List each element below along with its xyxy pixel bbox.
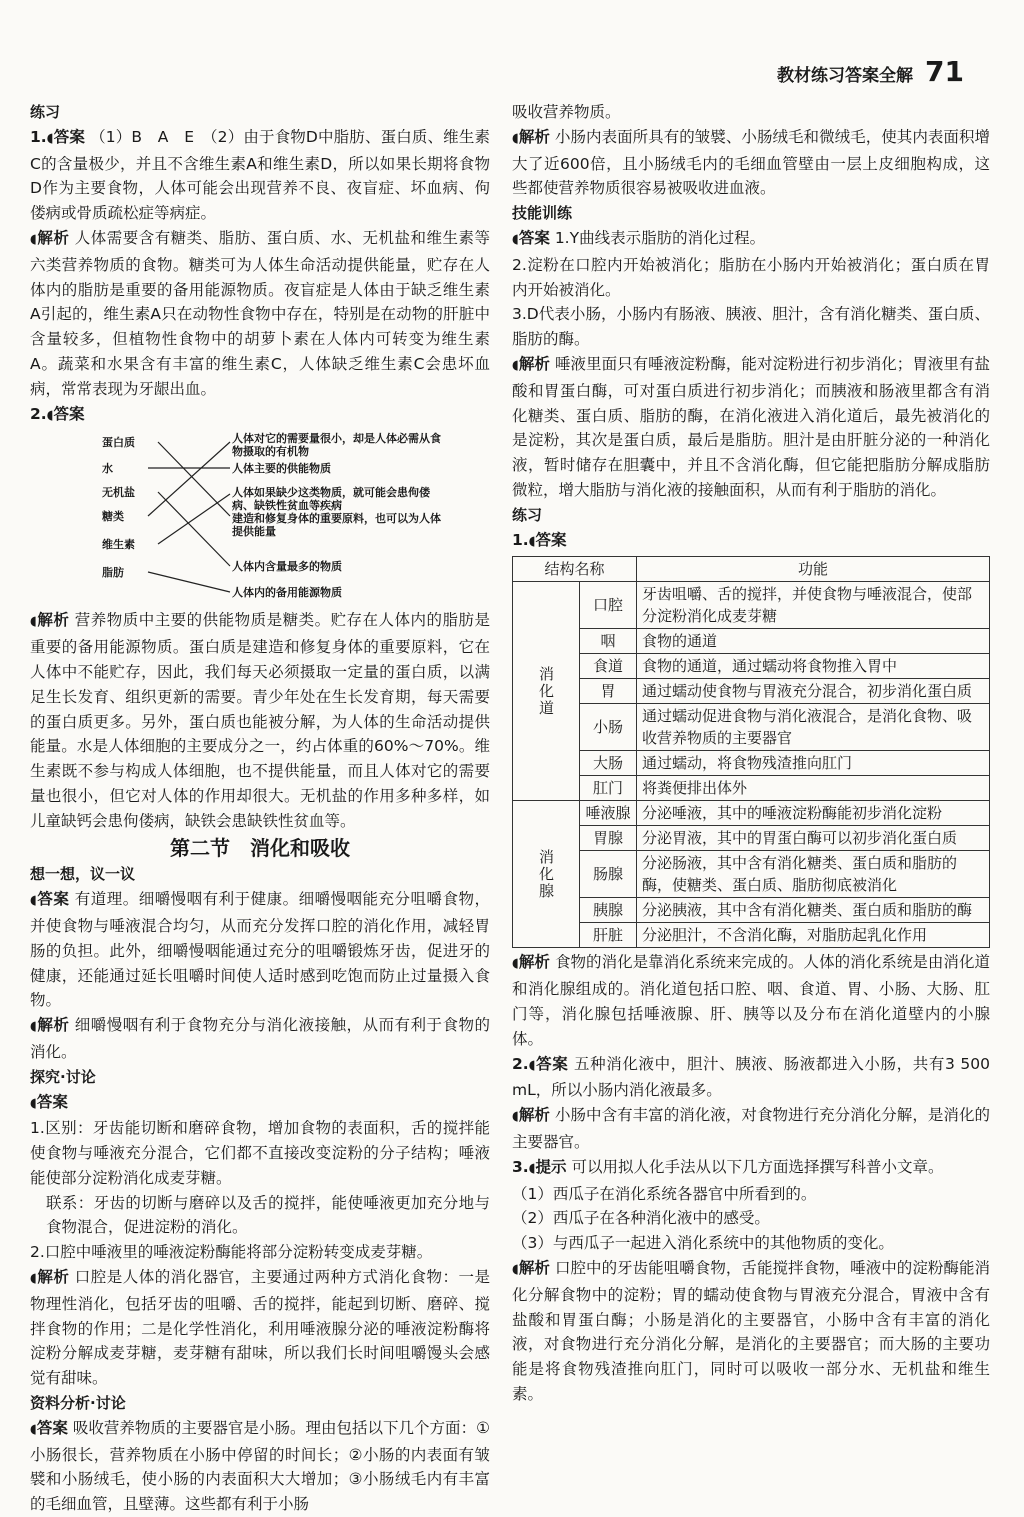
skill-1-text: 1.Y曲线表示脂肪的消化过程。 xyxy=(554,228,766,247)
table-header-function: 功能 xyxy=(637,557,990,582)
table-row xyxy=(513,654,990,679)
diagram-right-4: 建造和修复身体的重要原料，也可以为人体提供能量 xyxy=(232,512,441,539)
cont-analysis xyxy=(512,125,990,201)
practice2-heading: 练习 xyxy=(512,505,543,524)
answer-tag: ◖ 答案 xyxy=(47,405,85,423)
answer-tag: ◖ 答案 xyxy=(47,128,85,146)
skill-1 xyxy=(512,226,990,253)
function-cell: 食物的通道，通过蠕动将食物推入胃中 xyxy=(637,654,990,679)
function-cell: 通过蠕动使食物与胃液充分混合，初步消化蛋白质 xyxy=(637,679,990,704)
table-row xyxy=(513,629,990,654)
p3-item-3: （3）与西瓜子一起进入消化系统中的其他物质的变化。 xyxy=(512,1234,894,1253)
p2-answer xyxy=(512,1052,990,1104)
p1-analysis-text: 食物的消化是靠消化系统来完成的。人体的消化系统是由消化道和消化腺组成的。消化道包括口腔、咽、食道、胃、小肠、大肠、肛门等，消化腺包括唾液腺、肝、胰等以及分布在消化道壁内的小腺体。 xyxy=(512,953,990,1048)
q1-analysis xyxy=(30,226,490,402)
explore-item-2: 2.口腔中唾液里的唾液淀粉酶能将部分淀粉转变成麦芽糖。 xyxy=(30,1243,433,1262)
organ-cell: 肛门 xyxy=(580,776,637,801)
organ-cell: 口腔 xyxy=(580,582,637,629)
diagram-left-carb: 糖类 xyxy=(102,510,124,524)
organ-cell: 唾液腺 xyxy=(580,801,637,826)
q1-answer xyxy=(30,125,490,226)
think-text: 有道理。细嚼慢咽有利于健康。细嚼慢咽能充分咀嚼食物，并使食物与唾液混合均匀，从而充分发挥口腔的消化作用，减轻胃肠的负担。此外，细嚼慢咽能通过充分的咀嚼锻炼牙齿，促进牙的健康，还能通过延长咀嚼时间使人适时感到吃饱而防止过量摄入食物。 xyxy=(30,890,490,1010)
group-digestive-tract: 消化道 xyxy=(513,582,580,801)
diagram-left-vitamin: 维生素 xyxy=(102,538,135,552)
organ-cell: 肝脏 xyxy=(580,923,637,948)
organ-cell: 肠腺 xyxy=(580,851,637,898)
diagram-right-2: 人体主要的供能物质 xyxy=(232,462,331,476)
analysis-tag: ◖ 解析 xyxy=(512,1106,550,1124)
diagram-right-5: 人体内含量最多的物质 xyxy=(232,560,342,574)
table-header-structure: 结构名称 xyxy=(513,557,637,582)
function-cell: 分泌唾液，其中的唾液淀粉酶能初步消化淀粉 xyxy=(637,801,990,826)
table-row xyxy=(513,776,990,801)
answer-tag: ◖ 答案 xyxy=(30,890,69,908)
think-analysis xyxy=(30,1013,490,1065)
page-header xyxy=(777,55,964,88)
function-cell: 分泌胃液，其中的胃蛋白酶可以初步消化蛋白质 xyxy=(637,826,990,851)
table-row xyxy=(513,898,990,923)
table-row xyxy=(513,801,990,826)
function-cell: 通过蠕动，将食物残渣推向肛门 xyxy=(637,751,990,776)
table-row xyxy=(513,826,990,851)
right-column xyxy=(512,100,990,1407)
diagram-left-water: 水 xyxy=(102,462,113,476)
explore-item-1: 1.区别：牙齿能切断和磨碎食物，增加食物的表面积，舌的搅拌能使食物与唾液充分混合，它们都不直接改变淀粉的分子结构；唾液能使部分淀粉消化成麦芽糖。 xyxy=(30,1119,490,1187)
skill-2: 2.淀粉在口腔内开始被消化；脂肪在小肠内开始被消化；蛋白质在胃内开始被消化。 xyxy=(512,255,990,299)
function-cell: 分泌胆汁，不含消化酶，对脂肪起乳化作用 xyxy=(637,923,990,948)
explore-heading: 探究·讨论 xyxy=(30,1067,96,1086)
explore-analysis xyxy=(30,1265,490,1391)
think-analysis-text: 细嚼慢咽有利于食物充分与消化液接触，从而有利于食物的消化。 xyxy=(30,1016,490,1061)
p3-text: 可以用拟人化手法从以下几方面选择撰写科普小文章。 xyxy=(571,1157,944,1176)
line-protein xyxy=(158,442,230,516)
q2-analysis-text: 营养物质中主要的供能物质是糖类。贮存在人体内的脂肪是重要的备用能源物质。蛋白质是建造和修复身体的重要原料，它在人体中不能贮存，因此，我们每天必须摄取一定量的蛋白质，以满足生长发育、组织更新的需要。青少年处在生长发育期，每天需要的蛋白质更多。另外，蛋白质也能被分解，为人体的生命活动提供能量。水是人体细胞的主要成分之一，约占体重的60%～70%。维生素既不参与构成人体细胞，也不提供能量，而且人体对它的需要量也很小，但它对人体的作用却很大。无机盐的作用多种多样，如儿童缺钙会患佝偻病，缺铁会患缺铁性贫血等。 xyxy=(30,611,490,830)
p3-item-1: （1）西瓜子在消化系统各器官中所看到的。 xyxy=(512,1184,817,1203)
line-carb xyxy=(148,442,230,516)
line-mineral xyxy=(158,492,230,566)
q2-label: 2. xyxy=(30,404,47,423)
table-header-row xyxy=(513,557,990,582)
hint-tag: ◖ 提示 xyxy=(529,1158,567,1176)
function-cell: 通过蠕动促进食物与消化液混合，是消化食物、吸收营养物质的主要器官 xyxy=(637,704,990,751)
table-row xyxy=(513,751,990,776)
analysis-tag: ◖ 解析 xyxy=(30,1268,69,1286)
skill-analysis-text: 唾液里面只有唾液淀粉酶，能对淀粉进行初步消化；胃液里有盐酸和胃蛋白酶，可对蛋白质进行初步消化；而胰液和肠液里都含有消化糖类、蛋白质、脂肪的酶，在消化液进入消化道后，最先被消化的是淀粉，其次是蛋白质，最后是脂肪。胆汁是由肝脏分泌的一种消化液，暂时储存在胆囊中，并且不含消化酶，但它能把脂肪分解成脂肪微粒，增大脂肪与消化液的接触面积，从而有利于脂肪的消化。 xyxy=(512,354,990,499)
function-cell: 分泌肠液，其中含有消化糖类、蛋白质和脂肪的酶，使糖类、蛋白质、脂肪彻底被消化 xyxy=(637,851,990,898)
table-row xyxy=(513,851,990,898)
data-text: 吸收营养物质的主要器官是小肠。理由包括以下几个方面：①小肠很长，营养物质在小肠中停留的时间长；②小肠的内表面有皱襞和小肠绒毛，使小肠的内表面积大大增加；③小肠绒毛内有丰富的毛细血管，且壁薄。这些都有利于小肠 xyxy=(30,1418,490,1514)
q1-label: 1. xyxy=(30,127,47,146)
q2-analysis xyxy=(30,608,490,833)
function-cell: 分泌胰液，其中含有消化糖类、蛋白质和脂肪的酶 xyxy=(637,898,990,923)
table-row xyxy=(513,704,990,751)
page-number: 71 xyxy=(925,55,964,88)
diagram-right-3: 人体如果缺少这类物质，就可能会患佝偻病、缺铁性贫血等疾病 xyxy=(232,486,430,513)
organ-cell: 咽 xyxy=(580,629,637,654)
function-cell: 将粪便排出体外 xyxy=(637,776,990,801)
table-row xyxy=(513,923,990,948)
analysis-tag: ◖ 解析 xyxy=(30,229,69,247)
p3-hint xyxy=(512,1155,990,1182)
q1-analysis-text: 人体需要含有糖类、脂肪、蛋白质、水、无机盐和维生素等六类营养物质的食物。糖类可为人体生命活动提供能量，贮存在人体内的脂肪是重要的备用能源物质。夜盲症是人体由于缺乏维生素A引起的，维生素A只在动物性食物中存在，特别是在动物的肝脏中含量较多，但植物性食物中的胡萝卜素在人体内可转变为维生素A。蔬菜和水果含有丰富的维生素C，人体缺乏维生素C会患坏血病，常常表现为牙龈出血。 xyxy=(30,228,490,398)
group-digestive-glands: 消化腺 xyxy=(513,801,580,948)
diagram-left-fat: 脂肪 xyxy=(102,566,124,580)
header-title: 教材练习答案全解 xyxy=(777,66,914,86)
p3-item-2: （2）西瓜子在各种消化液中的感受。 xyxy=(512,1209,770,1228)
cont-analysis-text: 小肠内表面所具有的皱襞、小肠绒毛和微绒毛，使其内表面积增大了近600倍，且小肠绒毛内的毛细血管壁由一层上皮细胞构成，这些都使营养物质很容易被吸收进血液。 xyxy=(512,127,990,198)
think-heading: 想一想，议一议 xyxy=(30,865,136,884)
diagram-right-6: 人体内的备用能源物质 xyxy=(232,586,342,600)
left-column xyxy=(30,100,490,1517)
organ-cell: 胃腺 xyxy=(580,826,637,851)
analysis-tag: ◖ 解析 xyxy=(512,128,550,146)
table-row xyxy=(513,679,990,704)
analysis-tag: ◖ 解析 xyxy=(512,953,550,971)
p2-analysis xyxy=(512,1103,990,1155)
nutrient-matching-diagram xyxy=(30,432,490,602)
organ-cell: 小肠 xyxy=(580,704,637,751)
organ-cell: 大肠 xyxy=(580,751,637,776)
p3-label: 3. xyxy=(512,1157,529,1176)
explore-answer-tag-line xyxy=(30,1090,490,1117)
p2-analysis-text: 小肠中含有丰富的消化液，对食物进行充分消化分解，是消化的主要器官。 xyxy=(512,1106,990,1151)
line-fat xyxy=(148,572,230,592)
answer-tag: ◖ 答案 xyxy=(529,531,567,549)
diagram-left-protein: 蛋白质 xyxy=(102,436,135,450)
practice-heading: 练习 xyxy=(30,103,61,121)
analysis-tag: ◖ 解析 xyxy=(30,1016,69,1034)
p1-answer xyxy=(512,528,990,555)
line-vitamin xyxy=(158,494,230,544)
p2-text: 五种消化液中，胆汁、胰液、肠液都进入小肠，共有3 500 mL，所以小肠内消化液最多。 xyxy=(512,1054,990,1100)
analysis-tag: ◖ 解析 xyxy=(512,355,550,373)
organ-cell: 胰腺 xyxy=(580,898,637,923)
organ-cell: 胃 xyxy=(580,679,637,704)
answer-tag: ◖ 答案 xyxy=(30,1093,68,1111)
p1-analysis xyxy=(512,950,990,1051)
skill-heading: 技能训练 xyxy=(512,204,573,223)
diagram-right-1: 人体对它的需要量很小，却是人体必需从食物摄取的有机物 xyxy=(232,432,441,459)
p3-analysis xyxy=(512,1256,990,1407)
answer-tag: ◖ 答案 xyxy=(512,229,550,247)
q2-answer xyxy=(30,402,490,429)
organ-cell: 食道 xyxy=(580,654,637,679)
explore-item-1b: 联系：牙齿的切断与磨碎以及舌的搅拌，能使唾液更加充分地与食物混合，促进淀粉的消化。 xyxy=(46,1193,490,1237)
function-cell: 牙齿咀嚼、舌的搅拌，并使食物与唾液混合，使部分淀粉消化成麦芽糖 xyxy=(637,582,990,629)
answer-tag: ◖ 答案 xyxy=(30,1419,68,1437)
data-heading: 资料分析·讨论 xyxy=(30,1394,126,1413)
q1-text: （1）B A E （2）由于食物D中脂肪、蛋白质、维生素C的含量极少，并且不含维生素A和维生素D，所以如果长期将食物D作为主要食物，人体可能会出现营养不良、夜盲症、坏血病、佝偻病或骨质疏松症等病症。 xyxy=(30,127,490,223)
diagram-left-mineral: 无机盐 xyxy=(102,486,135,500)
p2-label: 2. xyxy=(512,1054,529,1073)
p1-label: 1. xyxy=(512,530,529,549)
skill-analysis xyxy=(512,352,990,503)
section-title: 第二节 消化和吸收 xyxy=(170,835,350,860)
think-answer xyxy=(30,887,490,1013)
digestive-function-table xyxy=(512,556,990,948)
analysis-tag: ◖ 解析 xyxy=(30,611,69,629)
cont-text: 吸收营养物质。 xyxy=(512,103,621,121)
skill-3: 3.D代表小肠，小肠内有肠液、胰液、胆汁，含有消化糖类、蛋白质、脂肪的酶。 xyxy=(512,305,990,349)
analysis-tag: ◖ 解析 xyxy=(512,1259,550,1277)
function-cell: 食物的通道 xyxy=(637,629,990,654)
p3-analysis-text: 口腔中的牙齿能咀嚼食物，舌能搅拌食物，唾液中的淀粉酶能消化分解食物中的淀粉；胃的蠕动使食物与胃液充分混合，胃液中含有盐酸和胃蛋白酶；小肠是消化的主要器官，小肠中含有丰富的消化液，对食物进行充分消化分解，是消化的主要器官；而大肠的主要功能是将食物残渣推向肛门，同时可以吸收一部分水、无机盐和维生素。 xyxy=(512,1258,990,1403)
data-answer xyxy=(30,1416,490,1517)
answer-tag: ◖ 答案 xyxy=(529,1055,569,1073)
table-row xyxy=(513,582,990,629)
explore-analysis-text: 口腔是人体的消化器官，主要通过两种方式消化食物：一是物理性消化，包括牙齿的咀嚼、舌的搅拌，能起到切断、磨碎、搅拌食物的作用；二是化学性消化，利用唾液腺分泌的唾液淀粉酶将淀粉分解成麦芽糖，麦芽糖有甜味，所以我们长时间咀嚼馒头会感觉有甜味。 xyxy=(30,1268,490,1388)
